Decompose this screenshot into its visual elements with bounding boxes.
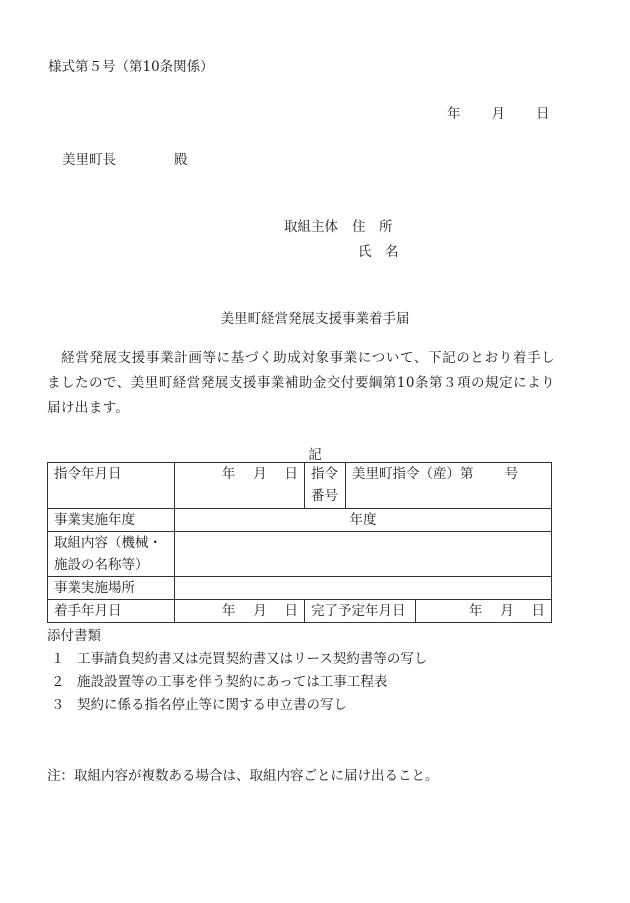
content-label-line1: 取組内容（機械・ — [54, 535, 162, 551]
attachment-text: 施設設置等の工事を伴う契約にあっては工事工程表 — [77, 674, 388, 690]
attachment-text: 工事請負契約書又は売買契約書又はリース契約書等の写し — [77, 651, 428, 667]
fiscal-year-label: 事業実施年度 — [48, 509, 175, 532]
applicant-address-label: 住 所 — [352, 219, 393, 235]
location-label: 事業実施場所 — [48, 577, 175, 600]
addressee-honorific: 殿 — [174, 152, 188, 168]
attachments-heading: 添付書類 — [47, 628, 101, 644]
table-row — [48, 509, 552, 532]
list-item — [47, 694, 427, 717]
fiscal-year-value: 年度 — [175, 509, 552, 532]
form-number-label: 様式第５号（第10条関係） — [48, 59, 214, 75]
body-paragraph — [47, 346, 555, 421]
order-date-value: 年 月 日 — [175, 463, 305, 509]
date-month-label: 月 — [491, 106, 505, 122]
list-item — [47, 671, 427, 694]
applicant-group-label: 取組主体 — [284, 219, 338, 235]
date-day-label: 日 — [536, 106, 550, 122]
order-number-label — [305, 463, 346, 509]
location-value — [175, 577, 552, 600]
start-date-value: 年 月 日 — [175, 600, 305, 623]
footnote: 注：取組内容が複数ある場合は、取組内容ごとに届け出ること。 — [47, 768, 439, 784]
attachment-number: ３ — [51, 697, 65, 713]
addressee-name: 美里町長 — [62, 152, 116, 168]
table-row — [48, 577, 552, 600]
applicant-block — [284, 215, 399, 265]
content-label-line2: 施設の名称等） — [54, 557, 149, 573]
attachment-number: １ — [51, 651, 65, 667]
body-text: 経営発展支援事業計画等に基づく助成対象事業について、下記のとおり着手しましたので、美里町経営発展支援事業補助金交付要綱第10条第３項の規定により届け出ます。 — [47, 350, 555, 416]
order-number-value: 美里町指令（産）第 号 — [346, 463, 552, 509]
attachment-text: 契約に係る指名停止等に関する申立書の写し — [77, 697, 347, 713]
details-table — [47, 462, 552, 623]
order-number-label-line1: 指令 — [311, 466, 338, 482]
list-item — [47, 648, 427, 671]
content-label — [48, 532, 175, 577]
start-date-label: 着手年月日 — [48, 600, 175, 623]
document-title: 美里町経営発展支援事業着手届 — [220, 311, 410, 327]
date-year-label: 年 — [447, 106, 461, 122]
attachment-number: ２ — [51, 674, 65, 690]
completion-date-label: 完了予定年月日 — [305, 600, 416, 623]
table-row — [48, 463, 552, 509]
ki-heading: 記 — [308, 447, 322, 463]
order-date-label: 指令年月日 — [48, 463, 175, 509]
table-row — [48, 532, 552, 577]
table-row — [48, 600, 552, 623]
applicant-name-label: 氏 名 — [358, 244, 399, 260]
submission-date — [447, 102, 550, 122]
addressee — [62, 148, 188, 168]
completion-date-value: 年 月 日 — [416, 600, 552, 623]
attachments-section — [47, 625, 427, 717]
order-number-label-line2: 番号 — [311, 488, 338, 504]
content-value — [175, 532, 552, 577]
